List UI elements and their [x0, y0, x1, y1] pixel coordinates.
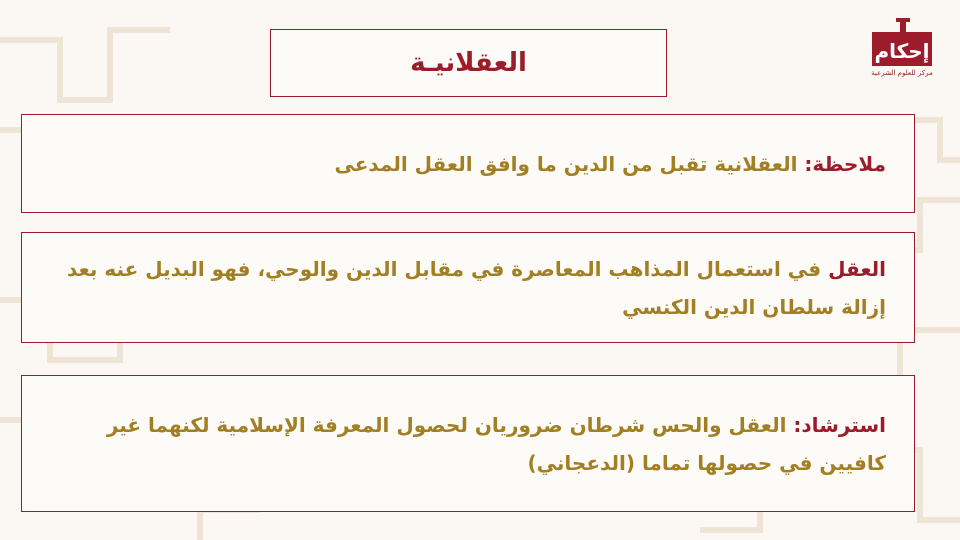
guidance-paragraph: [50, 406, 886, 482]
logo: [870, 14, 934, 84]
definition-box: [21, 232, 915, 343]
logo-sub-text: مركز للعلوم الشرعية: [871, 69, 933, 77]
logo-main-text: إحكام: [874, 39, 930, 63]
definition-text: في استعمال المذاهب المعاصرة في مقابل الدين والوحي، فهو البديل عنه بعد إزالة سلطان الدين الكنسي: [67, 256, 886, 319]
logo-emblem: [870, 14, 934, 84]
note-label: ملاحظة:: [804, 151, 886, 176]
note-text: العقلانية تقبل من الدين ما وافق العقل المدعى: [334, 151, 805, 176]
definition-label: العقل: [828, 256, 886, 281]
definition-paragraph: [50, 250, 886, 326]
guidance-box: [21, 375, 915, 512]
slide-title: العقلانيـة: [410, 48, 527, 78]
guidance-label: استرشاد:: [793, 412, 886, 437]
guidance-text: العقل والحس شرطان ضروريان لحصول المعرفة الإسلامية لكنهما غير كافيين في حصولها تماما (الدعجاني): [106, 412, 886, 475]
title-box: [270, 29, 667, 97]
note-box: [21, 114, 915, 213]
note-paragraph: [50, 145, 886, 183]
